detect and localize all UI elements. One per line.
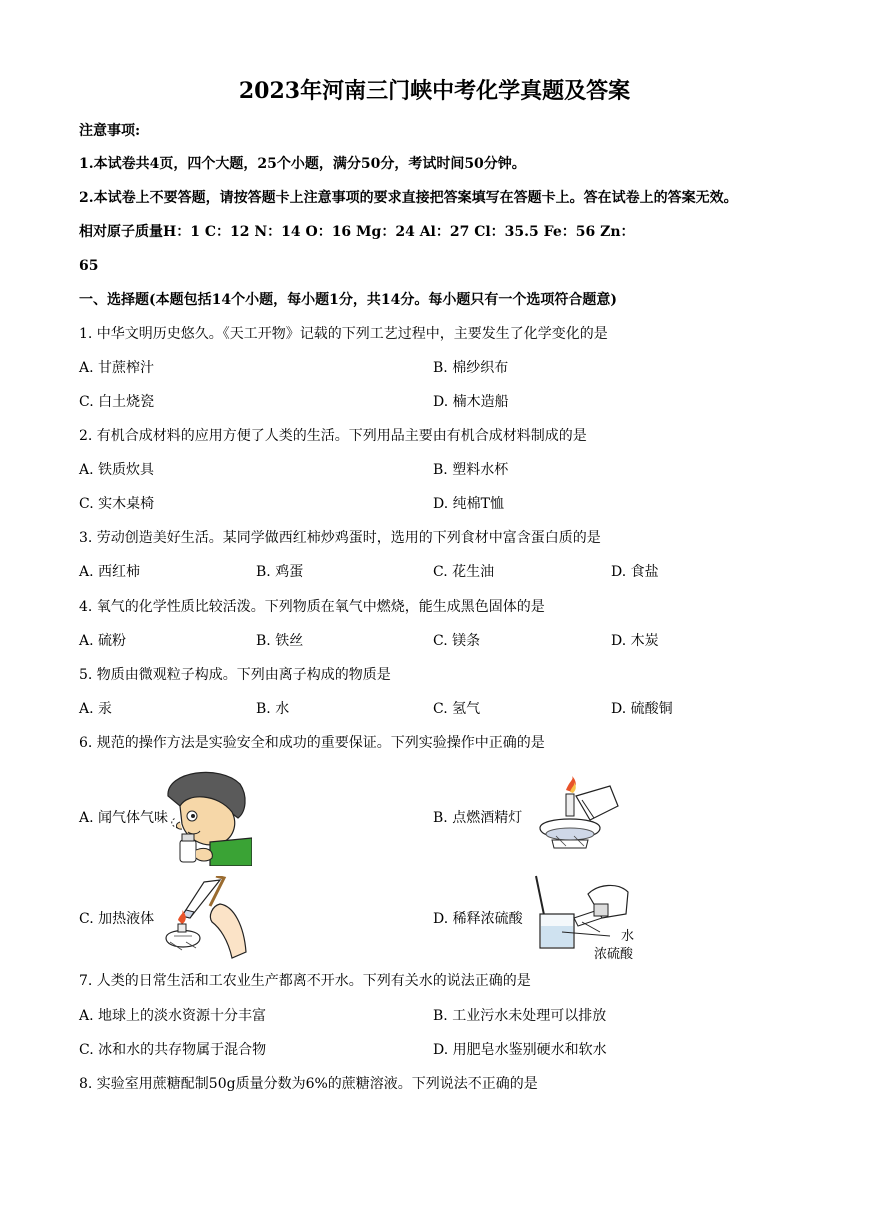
- q3-stem: 3. 劳动创造美好生活。某同学做西红柿炒鸡蛋时，选用的下列食材中富含蛋白质的是: [79, 530, 601, 546]
- dilute-sulfuric-acid-illustration: [532, 874, 634, 950]
- q3-option-c: C. 花生油: [433, 564, 495, 580]
- acid-label: 浓硫酸: [594, 947, 634, 962]
- q4-option-a: A. 硫粉: [79, 633, 127, 649]
- q1-option-b: B. 棉纱织布: [433, 360, 509, 376]
- q1-option-d: D. 楠木造船: [433, 394, 509, 410]
- q5-option-c: C. 氢气: [433, 701, 481, 717]
- q6-stem: 6. 规范的操作方法是实验安全和成功的重要保证。下列实验操作中正确的是: [79, 735, 545, 751]
- q4-option-d: D. 木炭: [611, 633, 659, 649]
- q1-option-c: C. 白土烧瓷: [79, 394, 155, 410]
- q3-option-a: A. 西红柿: [79, 564, 141, 580]
- q4-option-c: C. 镁条: [433, 633, 481, 649]
- notes-heading: 注意事项:: [79, 123, 141, 139]
- smell-gas-illustration: [160, 766, 252, 866]
- q7-option-d: D. 用肥皂水鉴别硬水和软水: [433, 1042, 607, 1058]
- note-2: 2.本试卷上不要答题，请按答题卡上注意事项的要求直接把答案填写在答题卡上。答在试卷上的答案无效。: [79, 190, 738, 206]
- q3-option-d: D. 食盐: [611, 564, 659, 580]
- water-label: 水: [621, 929, 635, 944]
- q7-option-b: B. 工业污水未处理可以排放: [433, 1008, 607, 1024]
- q2-option-b: B. 塑料水杯: [433, 462, 509, 478]
- q3-option-b: B. 鸡蛋: [256, 564, 304, 580]
- q7-stem: 7. 人类的日常生活和工农业生产都离不开水。下列有关水的说法正确的是: [79, 973, 531, 989]
- q5-option-a: A. 汞: [79, 701, 113, 717]
- section-1-heading: 一、选择题(本题包括14个小题，每小题1分，共14分。每小题只有一个选项符合题意): [79, 292, 617, 308]
- q5-option-b: B. 水: [256, 701, 290, 717]
- heating-liquid-illustration: [160, 876, 252, 962]
- q4-stem: 4. 氧气的化学性质比较活泼。下列物质在氧气中燃烧，能生成黑色固体的是: [79, 599, 545, 615]
- q6-option-d: D. 稀释浓硫酸: [433, 911, 523, 927]
- alcohol-lamp-lighting-illustration: [530, 776, 620, 858]
- q6-option-c: C. 加热液体: [79, 911, 155, 927]
- atomic-masses-cont: 65: [79, 258, 99, 274]
- q2-option-c: C. 实木桌椅: [79, 496, 155, 512]
- note-1: 1.本试卷共4页，四个大题，25个小题，满分50分，考试时间50分钟。: [79, 156, 526, 172]
- q8-stem: 8. 实验室用蔗糖配制50g质量分数为6%的蔗糖溶液。下列说法不正确的是: [79, 1076, 538, 1092]
- q2-option-d: D. 纯棉T恤: [433, 496, 504, 512]
- page-title: 2023年河南三门峡中考化学真题及答案: [238, 78, 631, 104]
- q1-option-a: A. 甘蔗榨汁: [79, 360, 155, 376]
- atomic-masses: 相对原子质量H：1 C：12 N：14 O：16 Mg：24 Al：27 Cl：35.5 Fe：56 Zn：: [79, 224, 635, 240]
- q6-option-a: A. 闻气体气味: [79, 810, 169, 826]
- q5-option-d: D. 硫酸铜: [611, 701, 673, 717]
- q5-stem: 5. 物质由微观粒子构成。下列由离子构成的物质是: [79, 667, 391, 683]
- q4-option-b: B. 铁丝: [256, 633, 304, 649]
- q2-stem: 2. 有机合成材料的应用方便了人类的生活。下列用品主要由有机合成材料制成的是: [79, 428, 587, 444]
- q7-option-c: C. 冰和水的共存物属于混合物: [79, 1042, 267, 1058]
- q1-stem: 1. 中华文明历史悠久。《天工开物》记载的下列工艺过程中，主要发生了化学变化的是: [79, 326, 608, 342]
- q7-option-a: A. 地球上的淡水资源十分丰富: [79, 1008, 267, 1024]
- q2-option-a: A. 铁质炊具: [79, 462, 155, 478]
- q6-option-b: B. 点燃酒精灯: [433, 810, 523, 826]
